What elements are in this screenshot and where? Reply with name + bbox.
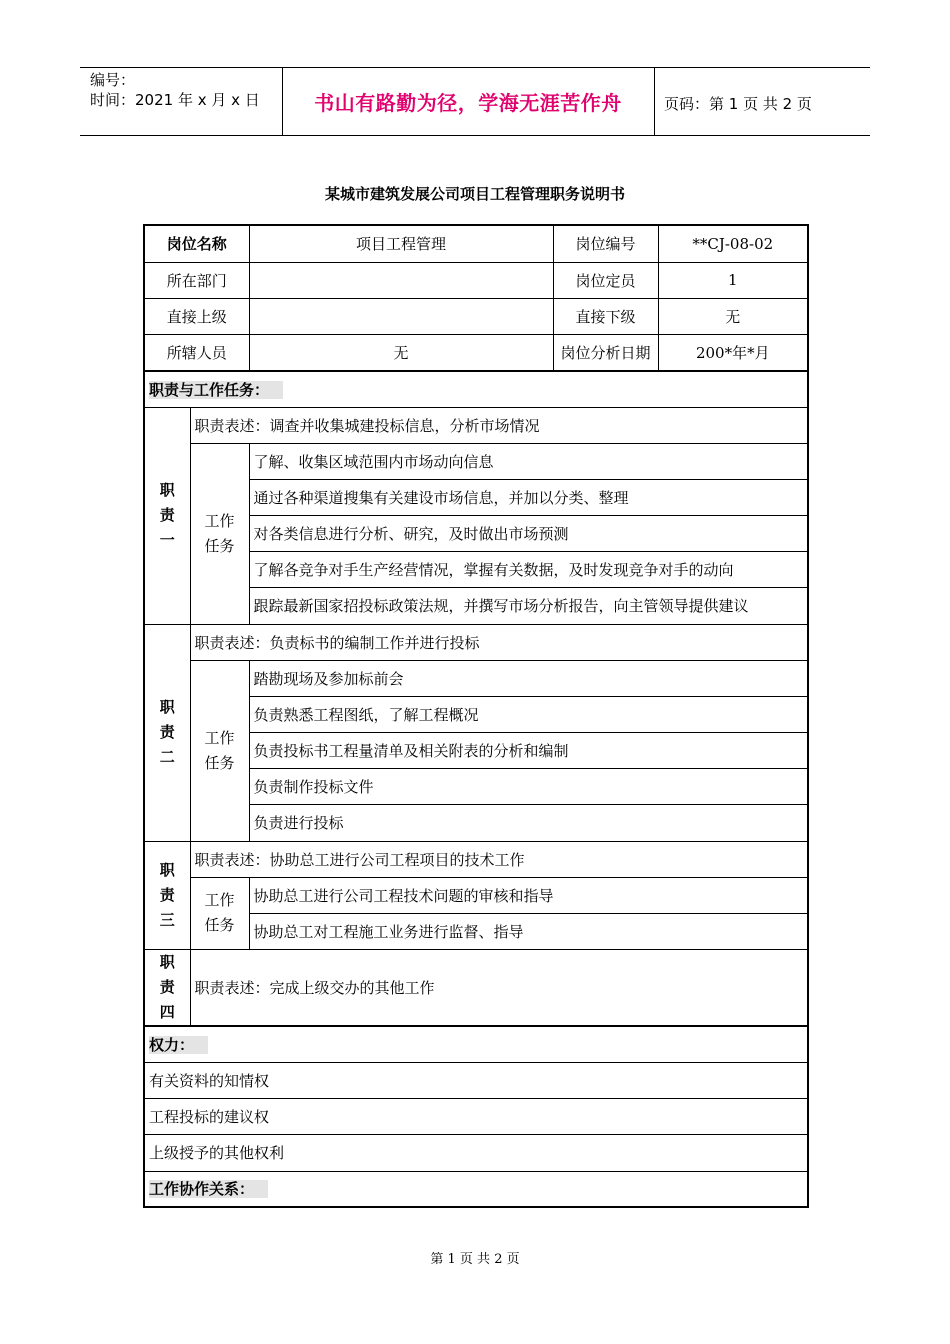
post-name-value: 项目工程管理 [249,225,553,262]
powers-section-header: 权力： [144,1026,808,1062]
analysis-date-value: 200*年*月 [658,334,808,371]
duty-2-work-tasks-label: 工作 任务 [190,660,249,841]
time-label: 时间：2021 年 x 月 x 日 [90,91,260,109]
subordinate-value: 无 [658,298,808,334]
duty-1-task: 跟踪最新国家招投标政策法规，并撰写市场分析报告，向主管领导提供建议 [249,587,808,624]
document-title: 某城市建筑发展公司项目工程管理职务说明书 [324,185,625,203]
duty-1-task: 通过各种渠道搜集有关建设市场信息，并加以分类、整理 [249,479,808,515]
post-no-label: 岗位编号 [553,225,658,262]
header-bottom-rule [80,135,870,136]
superior-label: 直接上级 [144,298,249,334]
analysis-date-label: 岗位分析日期 [553,334,658,371]
subordinate-label: 直接下级 [553,298,658,334]
post-name-label: 岗位名称 [144,225,249,262]
duty-2-task: 负责制作投标文件 [249,768,808,804]
cooperation-section-header: 工作协作关系： [144,1171,808,1207]
managed-label: 所辖人员 [144,334,249,371]
duty-3-task: 协助总工对工程施工业务进行监督、指导 [249,913,808,949]
power-item: 工程投标的建议权 [144,1098,808,1134]
header-meta [90,70,260,110]
duty-2-task: 负责熟悉工程图纸，了解工程概况 [249,696,808,732]
header-divider [654,67,655,135]
duty-2-label: 职 责 二 [144,624,190,841]
duty-4-label: 职 责 四 [144,949,190,1026]
managed-value: 无 [249,334,553,371]
duties-section-header: 职责与工作任务： [144,371,808,407]
duty-2-statement: 职责表述：负责标书的编制工作并进行投标 [190,624,808,660]
duty-1-label: 职 责 一 [144,407,190,624]
power-item: 上级授予的其他权利 [144,1134,808,1171]
staffing-label: 岗位定员 [553,262,658,298]
duty-1-work-tasks-label: 工作 任务 [190,443,249,624]
post-no-value: **CJ-08-02 [658,225,808,262]
duty-3-statement: 职责表述：协助总工进行公司工程项目的技术工作 [190,841,808,877]
power-item: 有关资料的知情权 [144,1062,808,1098]
duty-2-task: 负责投标书工程量清单及相关附表的分析和编制 [249,732,808,768]
staffing-value: 1 [658,262,808,298]
duty-2-task: 负责进行投标 [249,804,808,841]
duty-1-task: 了解各竞争对手生产经营情况，掌握有关数据，及时发现竞争对手的动向 [249,551,808,587]
number-label: 编号： [90,71,136,89]
header-page-label: 页码：第 1 页 共 2 页 [664,95,812,113]
duty-1-statement: 职责表述：调查并收集城建投标信息，分析市场情况 [190,407,808,443]
duty-3-task: 协助总工进行公司工程技术问题的审核和指导 [249,877,808,913]
duty-1-task: 了解、收集区域范围内市场动向信息 [249,443,808,479]
header-motto: 书山有路勤为径，学海无涯苦作舟 [314,90,622,115]
page-footer: 第 1 页 共 2 页 [430,1252,520,1267]
duty-1-task: 对各类信息进行分析、研究，及时做出市场预测 [249,515,808,551]
dept-value [249,262,553,298]
duty-3-work-tasks-label: 工作 任务 [190,877,249,949]
duty-2-task: 踏勘现场及参加标前会 [249,660,808,696]
duty-4-statement: 职责表述：完成上级交办的其他工作 [190,949,808,1026]
superior-value [249,298,553,334]
duty-3-label: 职 责 三 [144,841,190,949]
job-description-table [143,224,809,1208]
dept-label: 所在部门 [144,262,249,298]
